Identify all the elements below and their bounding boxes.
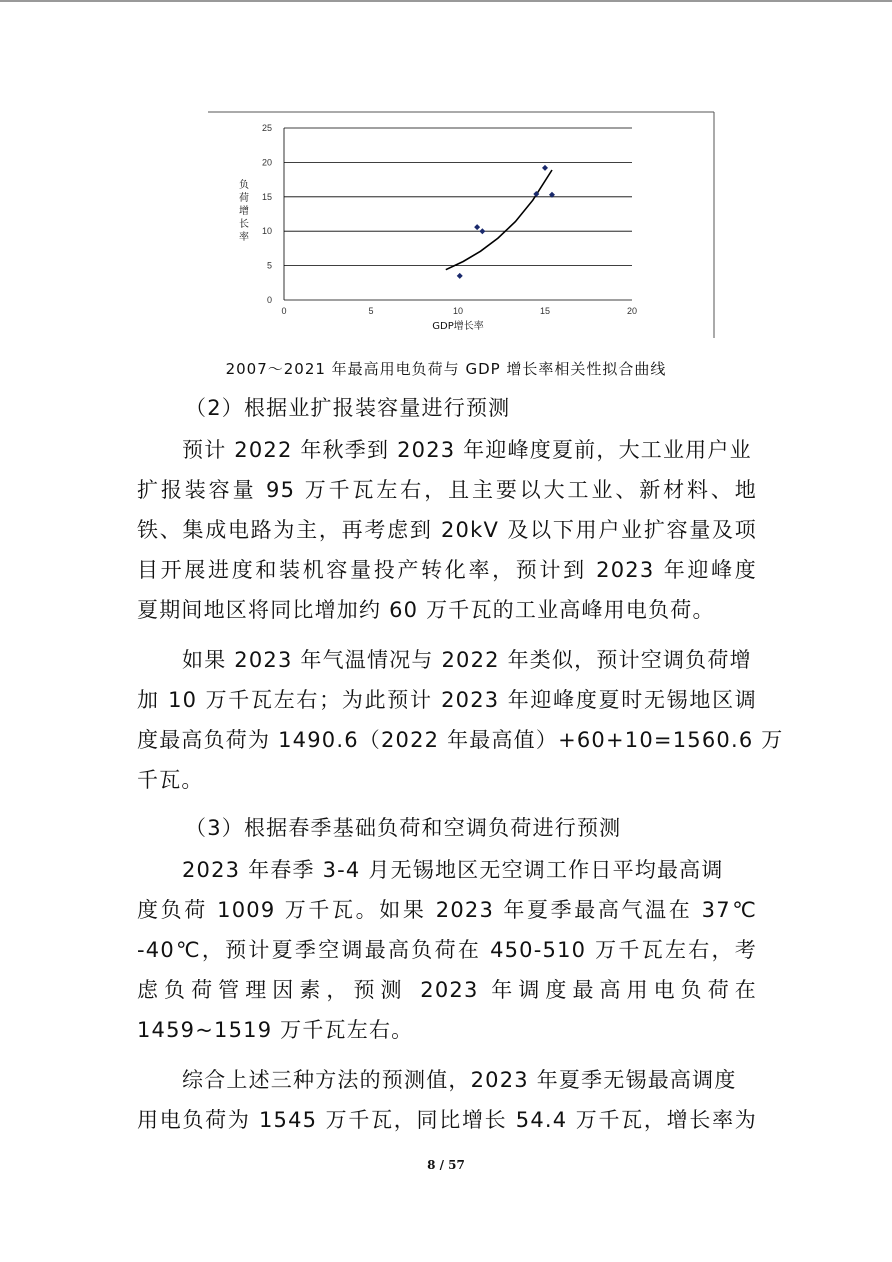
x-tick-label: 15 <box>539 306 551 316</box>
text-line: 度负荷 1009 万千瓦。如果 2023 年夏季最高气温在 37℃ <box>137 898 757 922</box>
x-tick-label: 20 <box>626 306 638 316</box>
text-line: 目开展进度和装机容量投产转化率，预计到 2023 年迎峰度 <box>137 558 757 582</box>
y-tick-label: 10 <box>261 226 272 237</box>
data-point <box>474 224 480 230</box>
y-axis-label: 负荷增长率 <box>239 180 249 243</box>
text-line: 如果 2023 年气温情况与 2022 年类似，预计空调负荷增 <box>182 648 752 672</box>
scatter-chart <box>208 110 718 340</box>
x-tick-label: 10 <box>452 306 464 316</box>
trendline <box>446 170 552 270</box>
y-tick-label: 15 <box>261 191 272 202</box>
text-line: 预计 2022 年秋季到 2023 年迎峰度夏前，大工业用户业 <box>182 438 752 462</box>
data-point <box>457 273 463 279</box>
text-line: 度最高负荷为 1490.6（2022 年最高值）+60+10=1560.6 万 <box>137 728 784 752</box>
text-line: 1459~1519 万千瓦左右。 <box>137 1018 414 1042</box>
y-tick-label: 25 <box>261 123 272 133</box>
x-tick-label: 5 <box>368 306 374 316</box>
figure-caption: 2007～2021 年最高用电负荷与 GDP 增长率相关性拟合曲线 <box>225 360 667 378</box>
text-line: 加 10 万千瓦左右；为此预计 2023 年迎峰度夏时无锡地区调 <box>137 688 757 712</box>
paragraph-3 <box>137 850 757 1050</box>
y-tick-label: 5 <box>266 260 272 271</box>
text-line: -40℃，预计夏季空调最高负荷在 450-510 万千瓦左右，考 <box>137 938 757 962</box>
text-line: 夏期间地区将同比增加约 60 万千瓦的工业高峰用电负荷。 <box>137 598 715 622</box>
paragraph-2 <box>137 640 784 800</box>
x-tick-label: 0 <box>281 306 287 316</box>
y-tick-label: 0 <box>266 295 272 305</box>
page-number: 8 / 57 <box>427 1158 465 1172</box>
y-tick-label: 20 <box>261 157 272 168</box>
x-axis-label: GDP增长率 <box>432 321 484 332</box>
data-point <box>479 228 485 234</box>
chart-svg <box>208 110 718 340</box>
data-point <box>542 165 548 171</box>
section-heading-3: （3）根据春季基础负荷和空调负荷进行预测 <box>185 816 622 840</box>
paragraph-1 <box>137 430 757 630</box>
paragraph-4 <box>137 1060 757 1140</box>
text-line: 2023 年春季 3-4 月无锡地区无空调工作日平均最高调 <box>182 858 724 882</box>
text-line: 扩报装容量 95 万千瓦左右，且主要以大工业、新材料、地 <box>137 478 757 502</box>
text-line: 综合上述三种方法的预测值，2023 年夏季无锡最高调度 <box>182 1068 737 1092</box>
text-line: 铁、集成电路为主，再考虑到 20kV 及以下用户业扩容量及项 <box>137 518 757 542</box>
text-line: 用电负荷为 1545 万千瓦，同比增长 54.4 万千瓦，增长率为 <box>137 1108 757 1132</box>
section-heading-2: （2）根据业扩报装容量进行预测 <box>185 396 511 420</box>
text-line: 千瓦。 <box>137 768 204 792</box>
top-rule <box>0 0 892 2</box>
text-line: 虑负荷管理因素，预测 2023 年调度最高用电负荷在 <box>137 978 757 1002</box>
